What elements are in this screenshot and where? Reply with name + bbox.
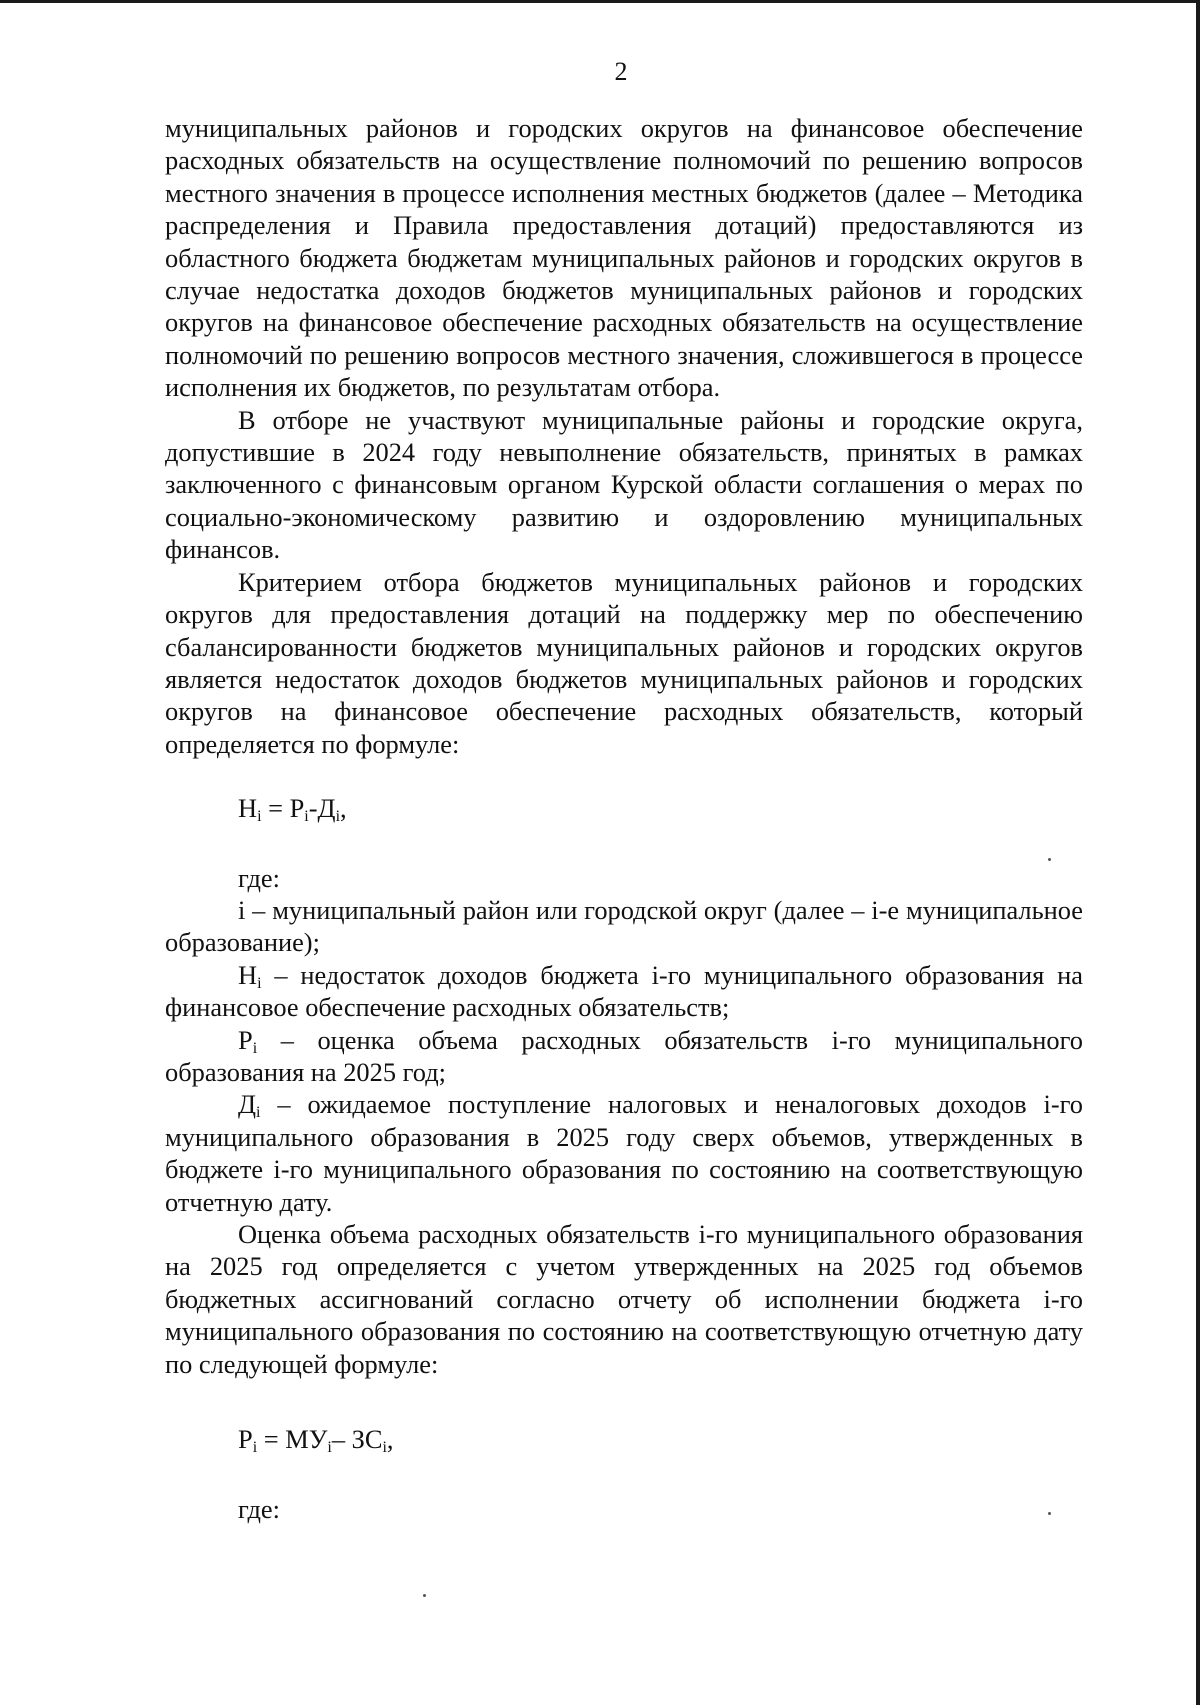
definition-h: $Н_i$ – недостаток доходов бюджета i-го муниципального образования на финансовое обеспечение расходных обязательств; [165,959,1083,1023]
paragraph-criterion: Критерием отбора бюджетов муниципальных районов и городских округов для предоставления дотаций на поддержку мер по обеспечению сбалансированности бюджетов муниципальных районов и городских округов является недостаток доходов бюджетов муниципальных районов и городских округов на финансовое обеспечение расходных обязательств, который определяется по формуле: [165,566,1083,759]
formula-obligations: $Р_i = МУ_i-$ $ЗС_i$, [238,1424,394,1457]
definition-i: i – муниципальный район или городской округ (далее – i-е муниципальное образование); [165,894,1083,958]
scan-speck [423,1594,426,1597]
where-label: где: [238,862,280,893]
paragraph-exclusion: В отборе не участвуют муниципальные районы и городские округа, допустившие в 2024 году невыполнение обязательств, принятых в рамках заключенного с финансовым органом Курской области соглашения о мерах по социально-экономическому развитию и оздоровлению муниципальных финансов. [165,404,1083,565]
scan-speck [1048,858,1051,861]
page-number: 2 [614,57,628,86]
formula-shortfall: $Н_i = Р_i-Д_i$, [238,793,347,826]
scan-top-edge [0,0,1200,3]
document-body [165,112,1083,1526]
definition-p: $Р_i$ – оценка объема расходных обязательств i-го муниципального образования на 2025 год; [165,1024,1083,1087]
definition-d: $Д_i$ – ожидаемое поступление налоговых и неналоговых доходов i-го муниципального образования в 2025 году сверх объемов, утвержденных в бюджете i-го муниципального образования по состоянию на соответствующую отчетную дату. [165,1089,1083,1217]
scan-right-edge [1196,0,1200,1705]
paragraph-estimate: Оценка объема расходных обязательств i-го муниципального образования на 2025 год определяется с учетом утвержденных на 2025 год объемов бюджетных ассигнований согласно отчету об исполнении бюджета i-го муниципального образования по состоянию на соответствующую отчетную дату по следующей формуле: [165,1219,1083,1379]
scan-speck [1048,1512,1051,1515]
where-label-2: где: [238,1494,280,1525]
paragraph-continuation: муниципальных районов и городских округов на финансовое обеспечение расходных обязательств на осуществление полномочий по решению вопросов местного значения в процессе исполнения местных бюджетов (далее – Методика распределения и Правила предоставления дотаций) предоставляются из областного бюджета бюджетам муниципальных районов и городских округов в случае недостатка доходов бюджетов муниципальных районов и городских округов на финансовое обеспечение расходных обязательств на осуществление полномочий по решению вопросов местного значения, сложившегося в процессе исполнения их бюджетов, по результатам отбора. [165,113,1083,403]
